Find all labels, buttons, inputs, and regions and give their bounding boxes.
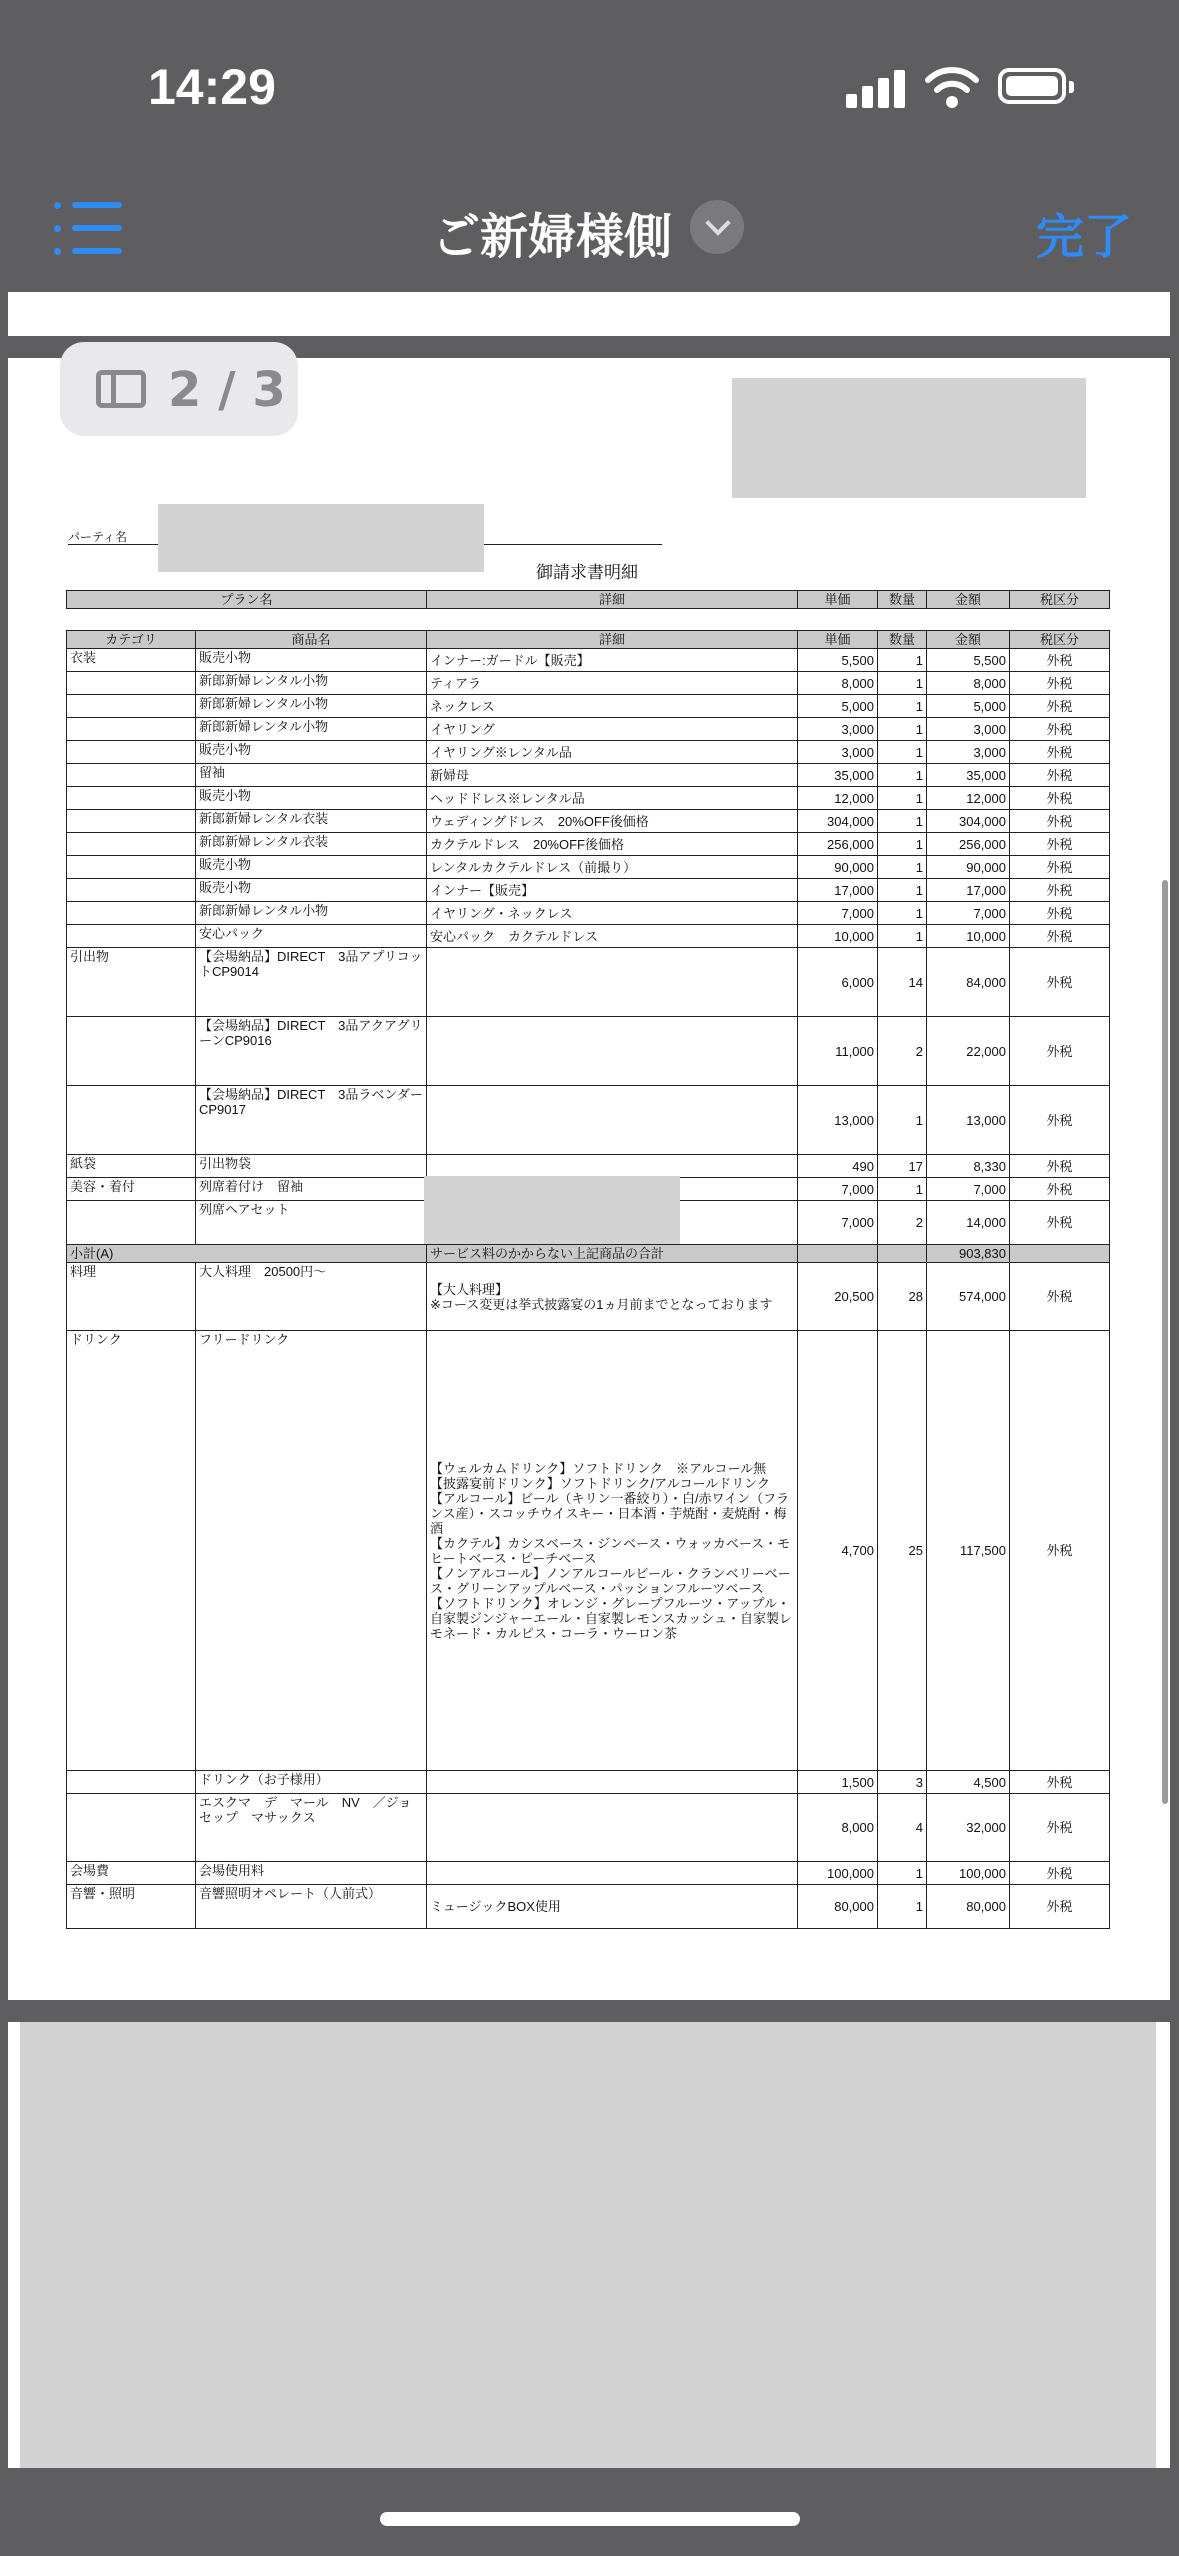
plan-header: プラン名 bbox=[67, 591, 427, 609]
qty-cell: 14 bbox=[878, 948, 927, 1017]
price-cell: 35,000 bbox=[798, 764, 878, 787]
tax-cell: 外税 bbox=[1010, 1155, 1110, 1178]
done-button[interactable]: 完了 bbox=[1036, 209, 1133, 265]
price-cell: 8,000 bbox=[798, 672, 878, 695]
nav-bar bbox=[0, 170, 1179, 292]
qty-cell: 1 bbox=[878, 810, 927, 833]
subtotal-amount: 903,830 bbox=[927, 1245, 1010, 1263]
home-indicator[interactable] bbox=[380, 2512, 800, 2526]
detail-cell: カクテルドレス 20%OFF後価格 bbox=[427, 833, 798, 856]
tax-header: 税区分 bbox=[1010, 591, 1110, 609]
detail-header: 詳細 bbox=[427, 631, 798, 649]
tax-header: 税区分 bbox=[1010, 631, 1110, 649]
detail-cell bbox=[427, 1086, 798, 1155]
page-number: 2 / 3 bbox=[168, 362, 286, 418]
amount-cell: 5,000 bbox=[927, 695, 1010, 718]
detail-cell: 安心パック カクテルドレス bbox=[427, 925, 798, 948]
product-cell: 留袖 bbox=[196, 764, 427, 787]
detail-cell bbox=[427, 1794, 798, 1862]
table-row bbox=[67, 695, 1110, 718]
price-cell: 3,000 bbox=[798, 741, 878, 764]
qty-cell: 1 bbox=[878, 833, 927, 856]
qty-cell: 2 bbox=[878, 1017, 927, 1086]
tax-cell: 外税 bbox=[1010, 856, 1110, 879]
table-row bbox=[67, 672, 1110, 695]
detail-cell: 【ウェルカムドリンク】ソフトドリンク ※アルコール無 【披露宴前ドリンク】ソフトドリンク/アルコールドリンク 【アルコール】ビール（キリン一番絞り）・白/赤ワイン（フランス産）・スコッチウイスキー・日本酒・芋焼酎・麦焼酎・梅酒 【カクテル】カシスベース・ジンベース・ウォッカベース・モヒートベース・ピーチベース 【ノンアルコール】ノンアルコールビール・クランベリーベース・グリーンアップルベース・パッションフルーツベース 【ソフトドリンク】オレンジ・グレープフルーツ・アップル・自家製ジンジャーエール・自家製レモンスカッシュ・自家製レモネード・カルピス・コーラ・ウーロン茶 bbox=[427, 1331, 798, 1771]
invoice-title: 御請求書明細 bbox=[536, 563, 638, 582]
amount-cell: 12,000 bbox=[927, 787, 1010, 810]
tax-cell: 外税 bbox=[1010, 1201, 1110, 1245]
product-cell: 販売小物 bbox=[196, 856, 427, 879]
amount-cell: 7,000 bbox=[927, 1178, 1010, 1201]
price-cell: 100,000 bbox=[798, 1862, 878, 1885]
category-cell bbox=[67, 787, 196, 810]
product-cell: 販売小物 bbox=[196, 649, 427, 672]
tax-cell: 外税 bbox=[1010, 879, 1110, 902]
product-cell: 新郎新婦レンタル小物 bbox=[196, 695, 427, 718]
price-cell: 5,500 bbox=[798, 649, 878, 672]
table-row bbox=[67, 879, 1110, 902]
amount-cell: 10,000 bbox=[927, 925, 1010, 948]
scrollbar[interactable] bbox=[1162, 880, 1168, 1804]
qty-cell: 1 bbox=[878, 879, 927, 902]
pdf-page bbox=[8, 358, 1170, 2000]
page-indicator[interactable] bbox=[60, 342, 298, 436]
category-cell: 引出物 bbox=[67, 948, 196, 1017]
detail-cell: インナー【販売】 bbox=[427, 879, 798, 902]
clock: 14:29 bbox=[148, 59, 276, 115]
product-cell: 【会場納品】DIRECT 3品アプリコットCP9014 bbox=[196, 948, 427, 1017]
table-row bbox=[67, 902, 1110, 925]
amount-cell: 5,500 bbox=[927, 649, 1010, 672]
product-cell: 安心パック bbox=[196, 925, 427, 948]
subtotal-label: 小計(A) bbox=[67, 1245, 427, 1263]
table-row bbox=[67, 649, 1110, 672]
detail-cell: ネックレス bbox=[427, 695, 798, 718]
category-cell: 会場費 bbox=[67, 1862, 196, 1885]
tax-cell: 外税 bbox=[1010, 649, 1110, 672]
table-row bbox=[67, 1263, 1110, 1331]
qty-cell: 1 bbox=[878, 718, 927, 741]
previous-page bbox=[8, 292, 1170, 336]
amount-cell: 574,000 bbox=[927, 1263, 1010, 1331]
amount-cell: 35,000 bbox=[927, 764, 1010, 787]
product-cell: 新郎新婦レンタル小物 bbox=[196, 902, 427, 925]
qty-cell: 4 bbox=[878, 1794, 927, 1862]
price-cell: 6,000 bbox=[798, 948, 878, 1017]
tax-cell: 外税 bbox=[1010, 948, 1110, 1017]
category-cell: 料理 bbox=[67, 1263, 196, 1331]
category-cell: ドリンク bbox=[67, 1331, 196, 1771]
amount-cell: 8,330 bbox=[927, 1155, 1010, 1178]
tax-cell: 外税 bbox=[1010, 1086, 1110, 1155]
tax-cell: 外税 bbox=[1010, 718, 1110, 741]
qty-header: 数量 bbox=[878, 631, 927, 649]
detail-cell: レンタルカクテルドレス（前撮り） bbox=[427, 856, 798, 879]
amount-cell: 14,000 bbox=[927, 1201, 1010, 1245]
table-row bbox=[67, 925, 1110, 948]
detail-cell: ウェディングドレス 20%OFF後価格 bbox=[427, 810, 798, 833]
tax-cell: 外税 bbox=[1010, 1794, 1110, 1862]
amount-cell: 100,000 bbox=[927, 1862, 1010, 1885]
price-cell: 7,000 bbox=[798, 902, 878, 925]
tax-cell: 外税 bbox=[1010, 672, 1110, 695]
amount-cell: 256,000 bbox=[927, 833, 1010, 856]
amount-cell: 4,500 bbox=[927, 1771, 1010, 1794]
price-cell: 1,500 bbox=[798, 1771, 878, 1794]
product-cell: 新郎新婦レンタル小物 bbox=[196, 672, 427, 695]
qty-cell: 1 bbox=[878, 1086, 927, 1155]
product-cell: フリードリンク bbox=[196, 1331, 427, 1771]
detail-cell bbox=[427, 1862, 798, 1885]
tax-cell: 外税 bbox=[1010, 1017, 1110, 1086]
status-bar bbox=[0, 0, 1179, 170]
price-cell: 11,000 bbox=[798, 1017, 878, 1086]
qty-cell: 1 bbox=[878, 672, 927, 695]
product-cell: 【会場納品】DIRECT 3品アクアグリーンCP9016 bbox=[196, 1017, 427, 1086]
category-cell bbox=[67, 833, 196, 856]
category-cell bbox=[67, 1017, 196, 1086]
qty-cell: 1 bbox=[878, 1885, 927, 1929]
amount-header: 金額 bbox=[927, 591, 1010, 609]
price-cell: 17,000 bbox=[798, 879, 878, 902]
price-cell: 90,000 bbox=[798, 856, 878, 879]
detail-cell bbox=[427, 1155, 798, 1178]
price-cell: 7,000 bbox=[798, 1178, 878, 1201]
table-row bbox=[67, 764, 1110, 787]
tax-cell: 外税 bbox=[1010, 902, 1110, 925]
amount-cell: 3,000 bbox=[927, 741, 1010, 764]
tax-cell: 外税 bbox=[1010, 1263, 1110, 1331]
battery-icon bbox=[998, 68, 1066, 104]
product-cell: 新郎新婦レンタル小物 bbox=[196, 718, 427, 741]
category-cell bbox=[67, 695, 196, 718]
category-cell: 紙袋 bbox=[67, 1155, 196, 1178]
table-row bbox=[67, 1862, 1110, 1885]
tax-cell: 外税 bbox=[1010, 1331, 1110, 1771]
product-cell: 会場使用料 bbox=[196, 1862, 427, 1885]
product-cell: 新郎新婦レンタル衣装 bbox=[196, 810, 427, 833]
redacted-party-name bbox=[158, 504, 484, 572]
tax-cell: 外税 bbox=[1010, 787, 1110, 810]
product-cell: エスクマ デ マール NV ／ジョセップ マサックス bbox=[196, 1794, 427, 1862]
items-table bbox=[66, 630, 1110, 1929]
table-row bbox=[67, 948, 1110, 1017]
price-header: 単価 bbox=[798, 591, 878, 609]
tax-cell: 外税 bbox=[1010, 764, 1110, 787]
product-cell: 大人料理 20500円～ bbox=[196, 1263, 427, 1331]
qty-cell: 1 bbox=[878, 1178, 927, 1201]
qty-cell: 1 bbox=[878, 925, 927, 948]
qty-cell: 1 bbox=[878, 787, 927, 810]
category-cell bbox=[67, 1771, 196, 1794]
amount-cell: 8,000 bbox=[927, 672, 1010, 695]
category-cell: 音響・照明 bbox=[67, 1885, 196, 1929]
category-cell bbox=[67, 1794, 196, 1862]
list-icon[interactable] bbox=[54, 200, 124, 256]
qty-cell: 1 bbox=[878, 902, 927, 925]
detail-cell: ヘッドドレス※レンタル品 bbox=[427, 787, 798, 810]
product-cell: 音響照明オペレート（人前式） bbox=[196, 1885, 427, 1929]
table-row bbox=[67, 1885, 1110, 1929]
price-cell: 256,000 bbox=[798, 833, 878, 856]
tax-cell: 外税 bbox=[1010, 695, 1110, 718]
product-cell: ドリンク（お子様用） bbox=[196, 1771, 427, 1794]
category-cell bbox=[67, 764, 196, 787]
product-cell: 列席着付け 留袖 bbox=[196, 1178, 427, 1201]
price-cell: 8,000 bbox=[798, 1794, 878, 1862]
tax-cell: 外税 bbox=[1010, 741, 1110, 764]
detail-cell: イヤリング・ネックレス bbox=[427, 902, 798, 925]
amount-cell: 90,000 bbox=[927, 856, 1010, 879]
detail-cell: ティアラ bbox=[427, 672, 798, 695]
price-cell: 80,000 bbox=[798, 1885, 878, 1929]
category-header: カテゴリ bbox=[67, 631, 196, 649]
subtotal-detail: サービス料のかからない上記商品の合計 bbox=[427, 1245, 798, 1263]
price-cell: 12,000 bbox=[798, 787, 878, 810]
category-cell bbox=[67, 925, 196, 948]
detail-cell: イヤリング※レンタル品 bbox=[427, 741, 798, 764]
tax-cell: 外税 bbox=[1010, 1885, 1110, 1929]
amount-cell: 32,000 bbox=[927, 1794, 1010, 1862]
redacted-detail bbox=[424, 1176, 680, 1244]
redacted-page bbox=[20, 2022, 1156, 2468]
table-row bbox=[67, 1086, 1110, 1155]
price-cell: 7,000 bbox=[798, 1201, 878, 1245]
detail-cell: ミュージックBOX使用 bbox=[427, 1885, 798, 1929]
price-cell: 304,000 bbox=[798, 810, 878, 833]
product-cell: 列席ヘアセット bbox=[196, 1201, 427, 1245]
tax-cell: 外税 bbox=[1010, 833, 1110, 856]
product-cell: 【会場納品】DIRECT 3品ラベンダーCP9017 bbox=[196, 1086, 427, 1155]
sidebar-icon bbox=[96, 370, 146, 408]
qty-header: 数量 bbox=[878, 591, 927, 609]
detail-cell bbox=[427, 1771, 798, 1794]
category-cell: 衣装 bbox=[67, 649, 196, 672]
detail-cell: イヤリング bbox=[427, 718, 798, 741]
table-row bbox=[67, 741, 1110, 764]
qty-cell: 1 bbox=[878, 649, 927, 672]
party-label: パーティ名 bbox=[68, 530, 128, 544]
plan-table bbox=[66, 590, 1110, 609]
chevron-down-icon[interactable] bbox=[690, 200, 744, 254]
detail-header: 詳細 bbox=[427, 591, 798, 609]
subtotal-row bbox=[67, 1245, 1110, 1263]
category-cell bbox=[67, 879, 196, 902]
category-cell bbox=[67, 741, 196, 764]
detail-cell: 新婦母 bbox=[427, 764, 798, 787]
detail-cell bbox=[427, 1017, 798, 1086]
price-cell: 10,000 bbox=[798, 925, 878, 948]
tax-cell: 外税 bbox=[1010, 810, 1110, 833]
amount-cell: 7,000 bbox=[927, 902, 1010, 925]
amount-cell: 80,000 bbox=[927, 1885, 1010, 1929]
table-row bbox=[67, 856, 1110, 879]
product-cell: 販売小物 bbox=[196, 741, 427, 764]
category-cell bbox=[67, 1086, 196, 1155]
amount-cell: 84,000 bbox=[927, 948, 1010, 1017]
qty-cell: 3 bbox=[878, 1771, 927, 1794]
cellular-signal-icon bbox=[846, 68, 906, 108]
product-cell: 引出物袋 bbox=[196, 1155, 427, 1178]
amount-cell: 17,000 bbox=[927, 879, 1010, 902]
tax-cell: 外税 bbox=[1010, 1862, 1110, 1885]
amount-cell: 117,500 bbox=[927, 1331, 1010, 1771]
product-header: 商品名 bbox=[196, 631, 427, 649]
price-cell: 20,500 bbox=[798, 1263, 878, 1331]
category-cell bbox=[67, 718, 196, 741]
table-row bbox=[67, 1794, 1110, 1862]
table-row bbox=[67, 1331, 1110, 1771]
detail-cell bbox=[427, 948, 798, 1017]
price-cell: 4,700 bbox=[798, 1331, 878, 1771]
detail-cell: インナー:ガードル【販売】 bbox=[427, 649, 798, 672]
price-cell: 3,000 bbox=[798, 718, 878, 741]
table-row bbox=[67, 833, 1110, 856]
category-cell bbox=[67, 1201, 196, 1245]
qty-cell: 25 bbox=[878, 1331, 927, 1771]
wifi-icon bbox=[924, 64, 980, 110]
qty-cell: 1 bbox=[878, 695, 927, 718]
table-row bbox=[67, 718, 1110, 741]
next-page bbox=[8, 2022, 1170, 2468]
qty-cell: 2 bbox=[878, 1201, 927, 1245]
qty-cell: 17 bbox=[878, 1155, 927, 1178]
qty-cell: 1 bbox=[878, 764, 927, 787]
price-cell: 490 bbox=[798, 1155, 878, 1178]
category-cell bbox=[67, 856, 196, 879]
table-row bbox=[67, 810, 1110, 833]
tax-cell: 外税 bbox=[1010, 1771, 1110, 1794]
amount-cell: 3,000 bbox=[927, 718, 1010, 741]
product-cell: 新郎新婦レンタル衣装 bbox=[196, 833, 427, 856]
amount-cell: 22,000 bbox=[927, 1017, 1010, 1086]
qty-cell: 1 bbox=[878, 1862, 927, 1885]
tax-cell: 外税 bbox=[1010, 925, 1110, 948]
qty-cell: 1 bbox=[878, 856, 927, 879]
qty-cell: 1 bbox=[878, 741, 927, 764]
amount-cell: 304,000 bbox=[927, 810, 1010, 833]
tax-cell: 外税 bbox=[1010, 1178, 1110, 1201]
table-row bbox=[67, 1017, 1110, 1086]
document-title[interactable]: ご新婦様側 bbox=[432, 209, 673, 265]
redacted-block bbox=[732, 378, 1086, 498]
amount-header: 金額 bbox=[927, 631, 1010, 649]
amount-cell: 13,000 bbox=[927, 1086, 1010, 1155]
detail-cell: 【大人料理】 ※コース変更は挙式披露宴の1ヵ月前までとなっております bbox=[427, 1263, 798, 1331]
product-cell: 販売小物 bbox=[196, 787, 427, 810]
price-header: 単価 bbox=[798, 631, 878, 649]
qty-cell: 28 bbox=[878, 1263, 927, 1331]
price-cell: 5,000 bbox=[798, 695, 878, 718]
product-cell: 販売小物 bbox=[196, 879, 427, 902]
category-cell bbox=[67, 672, 196, 695]
category-cell bbox=[67, 810, 196, 833]
category-cell: 美容・着付 bbox=[67, 1178, 196, 1201]
table-row bbox=[67, 1155, 1110, 1178]
price-cell: 13,000 bbox=[798, 1086, 878, 1155]
category-cell bbox=[67, 902, 196, 925]
table-row bbox=[67, 787, 1110, 810]
table-row bbox=[67, 1771, 1110, 1794]
